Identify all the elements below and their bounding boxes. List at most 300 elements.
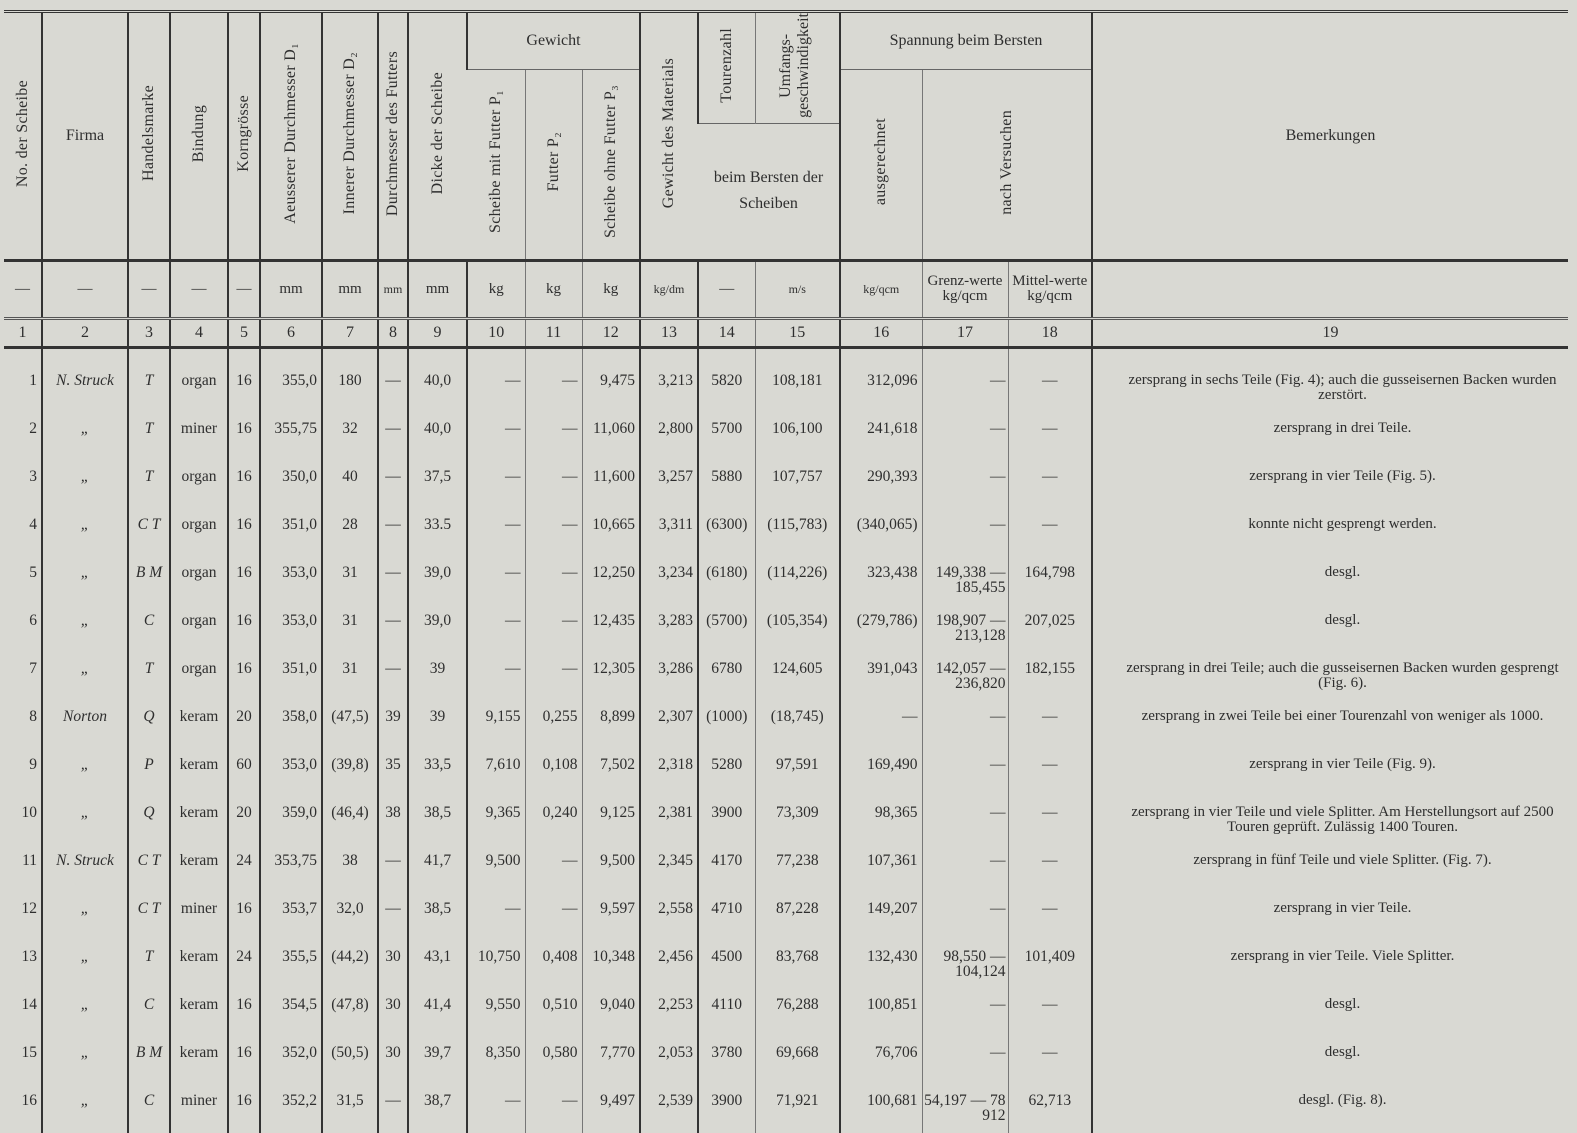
cell-no: 9 (29, 755, 37, 773)
cell-bindung: miner (170, 413, 228, 461)
spacer-row (4, 347, 1568, 365)
cell-gewicht-material: 2,558 (640, 893, 698, 941)
spacer-cell (1092, 347, 1568, 365)
cell-no: 10 (21, 803, 37, 821)
column-number: 19 (1092, 318, 1568, 347)
cell-umfangsgeschwindigkeit: (115,783) (755, 509, 840, 557)
header-label: beim Bersten der Scheiben (713, 169, 824, 213)
table-row (4, 557, 1568, 605)
cell-aeusserer-d: 351,0 (260, 653, 322, 701)
cell-tourenzahl: 3780 (698, 1037, 755, 1085)
cell-innerer-d: (47,5) (322, 701, 378, 749)
cell-spannung-ausgerechnet: 323,438 (840, 557, 922, 605)
cell-aeusserer-d: 353,0 (260, 557, 322, 605)
spacer-cell (840, 347, 922, 365)
cell-bemerkungen: desgl. (1092, 989, 1568, 1037)
unit-cell: — (4, 260, 42, 318)
cell-firma: N. Struck (42, 365, 128, 413)
unit-cell: Grenz-werte kg/qcm (922, 260, 1008, 318)
cell-bindung: keram (170, 1037, 228, 1085)
cell-bindung: organ (170, 461, 228, 509)
table-row (4, 893, 1568, 941)
header-label: Scheibe ohne Futter P₃ (601, 85, 619, 239)
cell-firma: „ (42, 461, 128, 509)
cell-innerer-d: 38 (322, 845, 378, 893)
column-number: 16 (840, 318, 922, 347)
unit-cell: Mittel-werte kg/qcm (1008, 260, 1092, 318)
cell-gewicht-material: 2,318 (640, 749, 698, 797)
header-scheibe-ohne-futter (582, 70, 640, 261)
cell-handelsmarke: T (128, 413, 170, 461)
cell-futter-d: — (378, 605, 408, 653)
cell-aeusserer-d: 354,5 (260, 989, 322, 1037)
cell-aeusserer-d: 352,0 (260, 1037, 322, 1085)
cell-scheibe-mit-futter: 9,550 (467, 989, 525, 1037)
cell-dicke: 39,0 (408, 605, 467, 653)
cell-futter-d: 35 (378, 749, 408, 797)
table-row (4, 509, 1568, 557)
cell-aeusserer-d: 350,0 (260, 461, 322, 509)
cell-dicke: 41,7 (408, 845, 467, 893)
header-label: Tourenzahl (717, 28, 735, 103)
cell-scheibe-ohne-futter: 9,500 (582, 845, 640, 893)
cell-bindung: miner (170, 893, 228, 941)
cell-innerer-d: 180 (322, 365, 378, 413)
unit-cell: — (128, 260, 170, 318)
cell-bemerkungen: zersprang in vier Teile. (1092, 893, 1568, 941)
cell-aeusserer-d: 355,75 (260, 413, 322, 461)
header-scheibe-mit-futter (467, 70, 525, 261)
cell-aeusserer-d: 355,0 (260, 365, 322, 413)
cell-futter-d: 30 (378, 941, 408, 989)
cell-futter-d: — (378, 1085, 408, 1133)
cell-futter: 0,108 (525, 749, 582, 797)
cell-futter: 0,510 (525, 989, 582, 1037)
cell-korngroesse: 24 (228, 845, 260, 893)
cell-firma: „ (42, 413, 128, 461)
cell-bemerkungen: desgl. (Fig. 8). (1092, 1085, 1568, 1133)
cell-no: 5 (29, 563, 37, 581)
spacer-cell (322, 347, 378, 365)
table-row (4, 797, 1568, 845)
cell-mittelwerte: — (1008, 845, 1092, 893)
cell-korngroesse: 16 (228, 365, 260, 413)
cell-dicke: 40,0 (408, 365, 467, 413)
cell-dicke: 40,0 (408, 413, 467, 461)
cell-tourenzahl: 3900 (698, 797, 755, 845)
spacer-cell (260, 347, 322, 365)
cell-innerer-d: 31,5 (322, 1085, 378, 1133)
column-number: 17 (922, 318, 1008, 347)
cell-futter-d: 30 (378, 989, 408, 1037)
cell-grenzwerte: — (922, 413, 1008, 461)
cell-grenzwerte: 98,550 — 104,124 (922, 941, 1008, 989)
header-label: Scheibe mit Futter P₁ (486, 90, 504, 234)
cell-futter-d: — (378, 461, 408, 509)
cell-grenzwerte: — (922, 509, 1008, 557)
cell-umfangsgeschwindigkeit: 108,181 (755, 365, 840, 413)
cell-futter-d: — (378, 509, 408, 557)
cell-futter-d: — (378, 557, 408, 605)
header-label: nach Versuchen (997, 109, 1015, 215)
cell-innerer-d: 31 (322, 605, 378, 653)
cell-handelsmarke: C T (128, 893, 170, 941)
cell-mittelwerte: — (1008, 413, 1092, 461)
cell-scheibe-ohne-futter: 9,497 (582, 1085, 640, 1133)
header-label: Gewicht (526, 32, 581, 49)
cell-tourenzahl: 5280 (698, 749, 755, 797)
table-row (4, 941, 1568, 989)
cell-firma: Norton (42, 701, 128, 749)
cell-futter-d: 39 (378, 701, 408, 749)
column-number: 2 (42, 318, 128, 347)
cell-scheibe-mit-futter: — (467, 893, 525, 941)
cell-umfangsgeschwindigkeit: 97,591 (755, 749, 840, 797)
cell-tourenzahl: 4170 (698, 845, 755, 893)
header-label: ausgerechnet (872, 118, 890, 206)
cell-futter: 0,240 (525, 797, 582, 845)
cell-no: 3 (29, 467, 37, 485)
cell-handelsmarke: C T (128, 845, 170, 893)
header-tourenzahl (698, 12, 755, 124)
cell-dicke: 39,7 (408, 1037, 467, 1085)
header-bemerkungen (1092, 12, 1568, 261)
header-label: Korngrösse (235, 95, 252, 172)
cell-firma: „ (42, 1037, 128, 1085)
header-no (4, 12, 42, 261)
cell-spannung-ausgerechnet: 241,618 (840, 413, 922, 461)
cell-mittelwerte: 62,713 (1008, 1085, 1092, 1133)
cell-bemerkungen: zersprang in zwei Teile bei einer Tourenzahl von weniger als 1000. (1092, 701, 1568, 749)
cell-bemerkungen: zersprang in vier Teile und viele Splitter. Am Herstellungsort auf 2500 Touren geprüft. Zulässig 1400 Touren. (1092, 797, 1568, 845)
header-innerer-durchmesser (322, 12, 378, 261)
cell-aeusserer-d: 353,75 (260, 845, 322, 893)
table-row (4, 461, 1568, 509)
cell-aeusserer-d: 355,5 (260, 941, 322, 989)
cell-bemerkungen: desgl. (1092, 605, 1568, 653)
cell-handelsmarke: C (128, 605, 170, 653)
unit-cell: kg (582, 260, 640, 318)
cell-futter-d: — (378, 893, 408, 941)
cell-innerer-d: (46,4) (322, 797, 378, 845)
cell-scheibe-ohne-futter: 11,600 (582, 461, 640, 509)
unit-cell: — (228, 260, 260, 318)
cell-no: 8 (29, 707, 37, 725)
cell-no: 7 (29, 659, 37, 677)
spacer-cell (4, 347, 42, 365)
unit-cell: kg (525, 260, 582, 318)
spacer-cell (755, 347, 840, 365)
cell-bindung: keram (170, 989, 228, 1037)
header-label: Innerer Durchmesser D₂ (341, 52, 358, 215)
cell-mittelwerte: — (1008, 749, 1092, 797)
cell-handelsmarke: C (128, 989, 170, 1037)
cell-scheibe-mit-futter: — (467, 1085, 525, 1133)
cell-futter: — (525, 1085, 582, 1133)
cell-bindung: organ (170, 365, 228, 413)
cell-handelsmarke: T (128, 365, 170, 413)
cell-gewicht-material: 2,381 (640, 797, 698, 845)
cell-futter: — (525, 509, 582, 557)
cell-dicke: 38,5 (408, 797, 467, 845)
spacer-cell (467, 347, 525, 365)
cell-gewicht-material: 2,345 (640, 845, 698, 893)
cell-spannung-ausgerechnet: (279,786) (840, 605, 922, 653)
cell-scheibe-ohne-futter: 10,348 (582, 941, 640, 989)
cell-scheibe-mit-futter: — (467, 365, 525, 413)
cell-tourenzahl: (1000) (698, 701, 755, 749)
spacer-cell (408, 347, 467, 365)
cell-scheibe-ohne-futter: 8,899 (582, 701, 640, 749)
cell-gewicht-material: 3,311 (640, 509, 698, 557)
cell-scheibe-mit-futter: 9,365 (467, 797, 525, 845)
cell-korngroesse: 60 (228, 749, 260, 797)
cell-bemerkungen: desgl. (1092, 1037, 1568, 1085)
cell-bemerkungen: zersprang in vier Teile. Viele Splitter. (1092, 941, 1568, 989)
column-number: 10 (467, 318, 525, 347)
cell-korngroesse: 24 (228, 941, 260, 989)
cell-aeusserer-d: 353,0 (260, 605, 322, 653)
cell-handelsmarke: Q (128, 701, 170, 749)
cell-firma: „ (42, 605, 128, 653)
cell-futter: 0,408 (525, 941, 582, 989)
unit-cell (1092, 260, 1568, 318)
spacer-cell (42, 347, 128, 365)
cell-bindung: keram (170, 797, 228, 845)
header-label: Gewicht des Materials (660, 58, 677, 209)
spacer-cell (378, 347, 408, 365)
table-row (4, 605, 1568, 653)
header-label: Umfangs-geschwindigkeit (777, 13, 813, 118)
cell-innerer-d: (39,8) (322, 749, 378, 797)
cell-spannung-ausgerechnet: 149,207 (840, 893, 922, 941)
cell-innerer-d: 32,0 (322, 893, 378, 941)
table-row (4, 653, 1568, 701)
cell-dicke: 38,5 (408, 893, 467, 941)
table-row (4, 845, 1568, 893)
cell-handelsmarke: B M (128, 1037, 170, 1085)
cell-mittelwerte: — (1008, 1037, 1092, 1085)
header-dicke (408, 12, 467, 261)
cell-bemerkungen: zersprang in vier Teile (Fig. 9). (1092, 749, 1568, 797)
cell-grenzwerte: — (922, 365, 1008, 413)
column-number: 12 (582, 318, 640, 347)
cell-aeusserer-d: 359,0 (260, 797, 322, 845)
cell-innerer-d: 28 (322, 509, 378, 557)
cell-firma: „ (42, 893, 128, 941)
column-number: 18 (1008, 318, 1092, 347)
column-number: 4 (170, 318, 228, 347)
cell-dicke: 39,0 (408, 557, 467, 605)
cell-scheibe-mit-futter: 10,750 (467, 941, 525, 989)
cell-scheibe-ohne-futter: 12,250 (582, 557, 640, 605)
cell-scheibe-mit-futter: — (467, 557, 525, 605)
cell-futter-d: — (378, 413, 408, 461)
cell-grenzwerte: — (922, 749, 1008, 797)
cell-scheibe-ohne-futter: 9,597 (582, 893, 640, 941)
cell-mittelwerte: 207,025 (1008, 605, 1092, 653)
cell-gewicht-material: 3,213 (640, 365, 698, 413)
cell-bindung: organ (170, 653, 228, 701)
header-gewicht-material (640, 12, 698, 261)
cell-firma: N. Struck (42, 845, 128, 893)
column-number: 15 (755, 318, 840, 347)
unit-cell: — (698, 260, 755, 318)
column-number: 1 (4, 318, 42, 347)
cell-handelsmarke: B M (128, 557, 170, 605)
header-handelsmarke (128, 12, 170, 261)
cell-gewicht-material: 2,539 (640, 1085, 698, 1133)
cell-gewicht-material: 2,456 (640, 941, 698, 989)
cell-scheibe-mit-futter: — (467, 461, 525, 509)
cell-scheibe-ohne-futter: 9,040 (582, 989, 640, 1037)
cell-bindung: organ (170, 605, 228, 653)
cell-dicke: 39 (408, 701, 467, 749)
cell-tourenzahl: 4500 (698, 941, 755, 989)
header-futter (525, 70, 582, 261)
cell-firma: „ (42, 557, 128, 605)
cell-firma: „ (42, 989, 128, 1037)
cell-futter-d: — (378, 365, 408, 413)
header-spannung (840, 12, 1092, 70)
cell-bemerkungen: zersprang in drei Teile. (1092, 413, 1568, 461)
header-label: Firma (65, 126, 105, 144)
cell-bemerkungen: zersprang in sechs Teile (Fig. 4); auch die gusseisernen Backen wurden zerstört. (1092, 365, 1568, 413)
cell-scheibe-ohne-futter: 7,502 (582, 749, 640, 797)
cell-aeusserer-d: 352,2 (260, 1085, 322, 1133)
cell-futter: — (525, 461, 582, 509)
column-number: 11 (525, 318, 582, 347)
cell-mittelwerte: — (1008, 989, 1092, 1037)
cell-firma: „ (42, 1085, 128, 1133)
cell-spannung-ausgerechnet: 100,681 (840, 1085, 922, 1133)
cell-spannung-ausgerechnet: 98,365 (840, 797, 922, 845)
cell-korngroesse: 16 (228, 509, 260, 557)
column-number: 6 (260, 318, 322, 347)
header-korngroesse (228, 12, 260, 261)
cell-innerer-d: (47,8) (322, 989, 378, 1037)
cell-futter: — (525, 413, 582, 461)
spacer-cell (922, 347, 1008, 365)
cell-spannung-ausgerechnet: 290,393 (840, 461, 922, 509)
cell-korngroesse: 16 (228, 605, 260, 653)
cell-korngroesse: 16 (228, 461, 260, 509)
cell-grenzwerte: 149,338 — 185,455 (922, 557, 1008, 605)
cell-spannung-ausgerechnet: 312,096 (840, 365, 922, 413)
cell-tourenzahl: (5700) (698, 605, 755, 653)
cell-handelsmarke: C T (128, 509, 170, 557)
header-label: Spannung beim Bersten (889, 32, 1043, 49)
cell-innerer-d: 31 (322, 557, 378, 605)
cell-mittelwerte: — (1008, 701, 1092, 749)
spacer-cell (228, 347, 260, 365)
cell-bemerkungen: desgl. (1092, 557, 1568, 605)
cell-scheibe-mit-futter: — (467, 605, 525, 653)
cell-innerer-d: 32 (322, 413, 378, 461)
cell-innerer-d: (50,5) (322, 1037, 378, 1085)
cell-bemerkungen: zersprang in vier Teile (Fig. 5). (1092, 461, 1568, 509)
cell-bemerkungen: konnte nicht gesprengt werden. (1092, 509, 1568, 557)
cell-futter-d: 30 (378, 1037, 408, 1085)
cell-scheibe-mit-futter: 9,500 (467, 845, 525, 893)
cell-no: 15 (21, 1043, 37, 1061)
cell-no: 2 (29, 419, 37, 437)
cell-korngroesse: 20 (228, 797, 260, 845)
cell-bindung: keram (170, 845, 228, 893)
cell-innerer-d: (44,2) (322, 941, 378, 989)
cell-gewicht-material: 3,257 (640, 461, 698, 509)
cell-grenzwerte: 198,907 — 213,128 (922, 605, 1008, 653)
cell-spannung-ausgerechnet: 107,361 (840, 845, 922, 893)
units-row (4, 260, 1568, 318)
cell-futter-d: — (378, 845, 408, 893)
cell-grenzwerte: — (922, 461, 1008, 509)
cell-bindung: organ (170, 557, 228, 605)
unit-cell: kg/dm (640, 260, 698, 318)
cell-gewicht-material: 3,283 (640, 605, 698, 653)
cell-umfangsgeschwindigkeit: 106,100 (755, 413, 840, 461)
header-label: Durchmesser des Futters (384, 50, 401, 216)
cell-scheibe-ohne-futter: 12,435 (582, 605, 640, 653)
unit-cell: m/s (755, 260, 840, 318)
cell-umfangsgeschwindigkeit: 69,668 (755, 1037, 840, 1085)
cell-tourenzahl: 3900 (698, 1085, 755, 1133)
header-ausgerechnet (840, 70, 922, 261)
cell-handelsmarke: T (128, 941, 170, 989)
cell-tourenzahl: (6180) (698, 557, 755, 605)
header-label: No. der Scheibe (13, 79, 31, 187)
unit-cell: mm (408, 260, 467, 318)
cell-no: 12 (21, 899, 37, 917)
cell-bindung: keram (170, 749, 228, 797)
cell-futter: — (525, 605, 582, 653)
cell-no: 14 (21, 995, 37, 1013)
cell-aeusserer-d: 353,0 (260, 749, 322, 797)
cell-scheibe-mit-futter: 8,350 (467, 1037, 525, 1085)
cell-dicke: 43,1 (408, 941, 467, 989)
cell-mittelwerte: 101,409 (1008, 941, 1092, 989)
cell-futter-d: — (378, 653, 408, 701)
cell-umfangsgeschwindigkeit: 77,238 (755, 845, 840, 893)
cell-umfangsgeschwindigkeit: 87,228 (755, 893, 840, 941)
table-body (4, 260, 1568, 1133)
cell-futter: — (525, 653, 582, 701)
unit-cell: mm (378, 260, 408, 318)
cell-gewicht-material: 3,286 (640, 653, 698, 701)
cell-korngroesse: 16 (228, 1037, 260, 1085)
table-row (4, 413, 1568, 461)
cell-dicke: 38,7 (408, 1085, 467, 1133)
column-number: 7 (322, 318, 378, 347)
cell-firma: „ (42, 797, 128, 845)
cell-scheibe-ohne-futter: 9,125 (582, 797, 640, 845)
cell-tourenzahl: (6300) (698, 509, 755, 557)
cell-bemerkungen: zersprang in drei Teile; auch die gusseisernen Backen wurden gesprengt (Fig. 6). (1092, 653, 1568, 701)
cell-tourenzahl: 5700 (698, 413, 755, 461)
table-row (4, 365, 1568, 413)
cell-tourenzahl: 5820 (698, 365, 755, 413)
cell-korngroesse: 16 (228, 653, 260, 701)
table-row (4, 701, 1568, 749)
table-row (4, 1037, 1568, 1085)
cell-no: 6 (29, 611, 37, 629)
cell-spannung-ausgerechnet: 391,043 (840, 653, 922, 701)
cell-grenzwerte: — (922, 701, 1008, 749)
cell-futter: — (525, 893, 582, 941)
cell-dicke: 33,5 (408, 749, 467, 797)
cell-korngroesse: 16 (228, 1085, 260, 1133)
cell-scheibe-mit-futter: — (467, 413, 525, 461)
